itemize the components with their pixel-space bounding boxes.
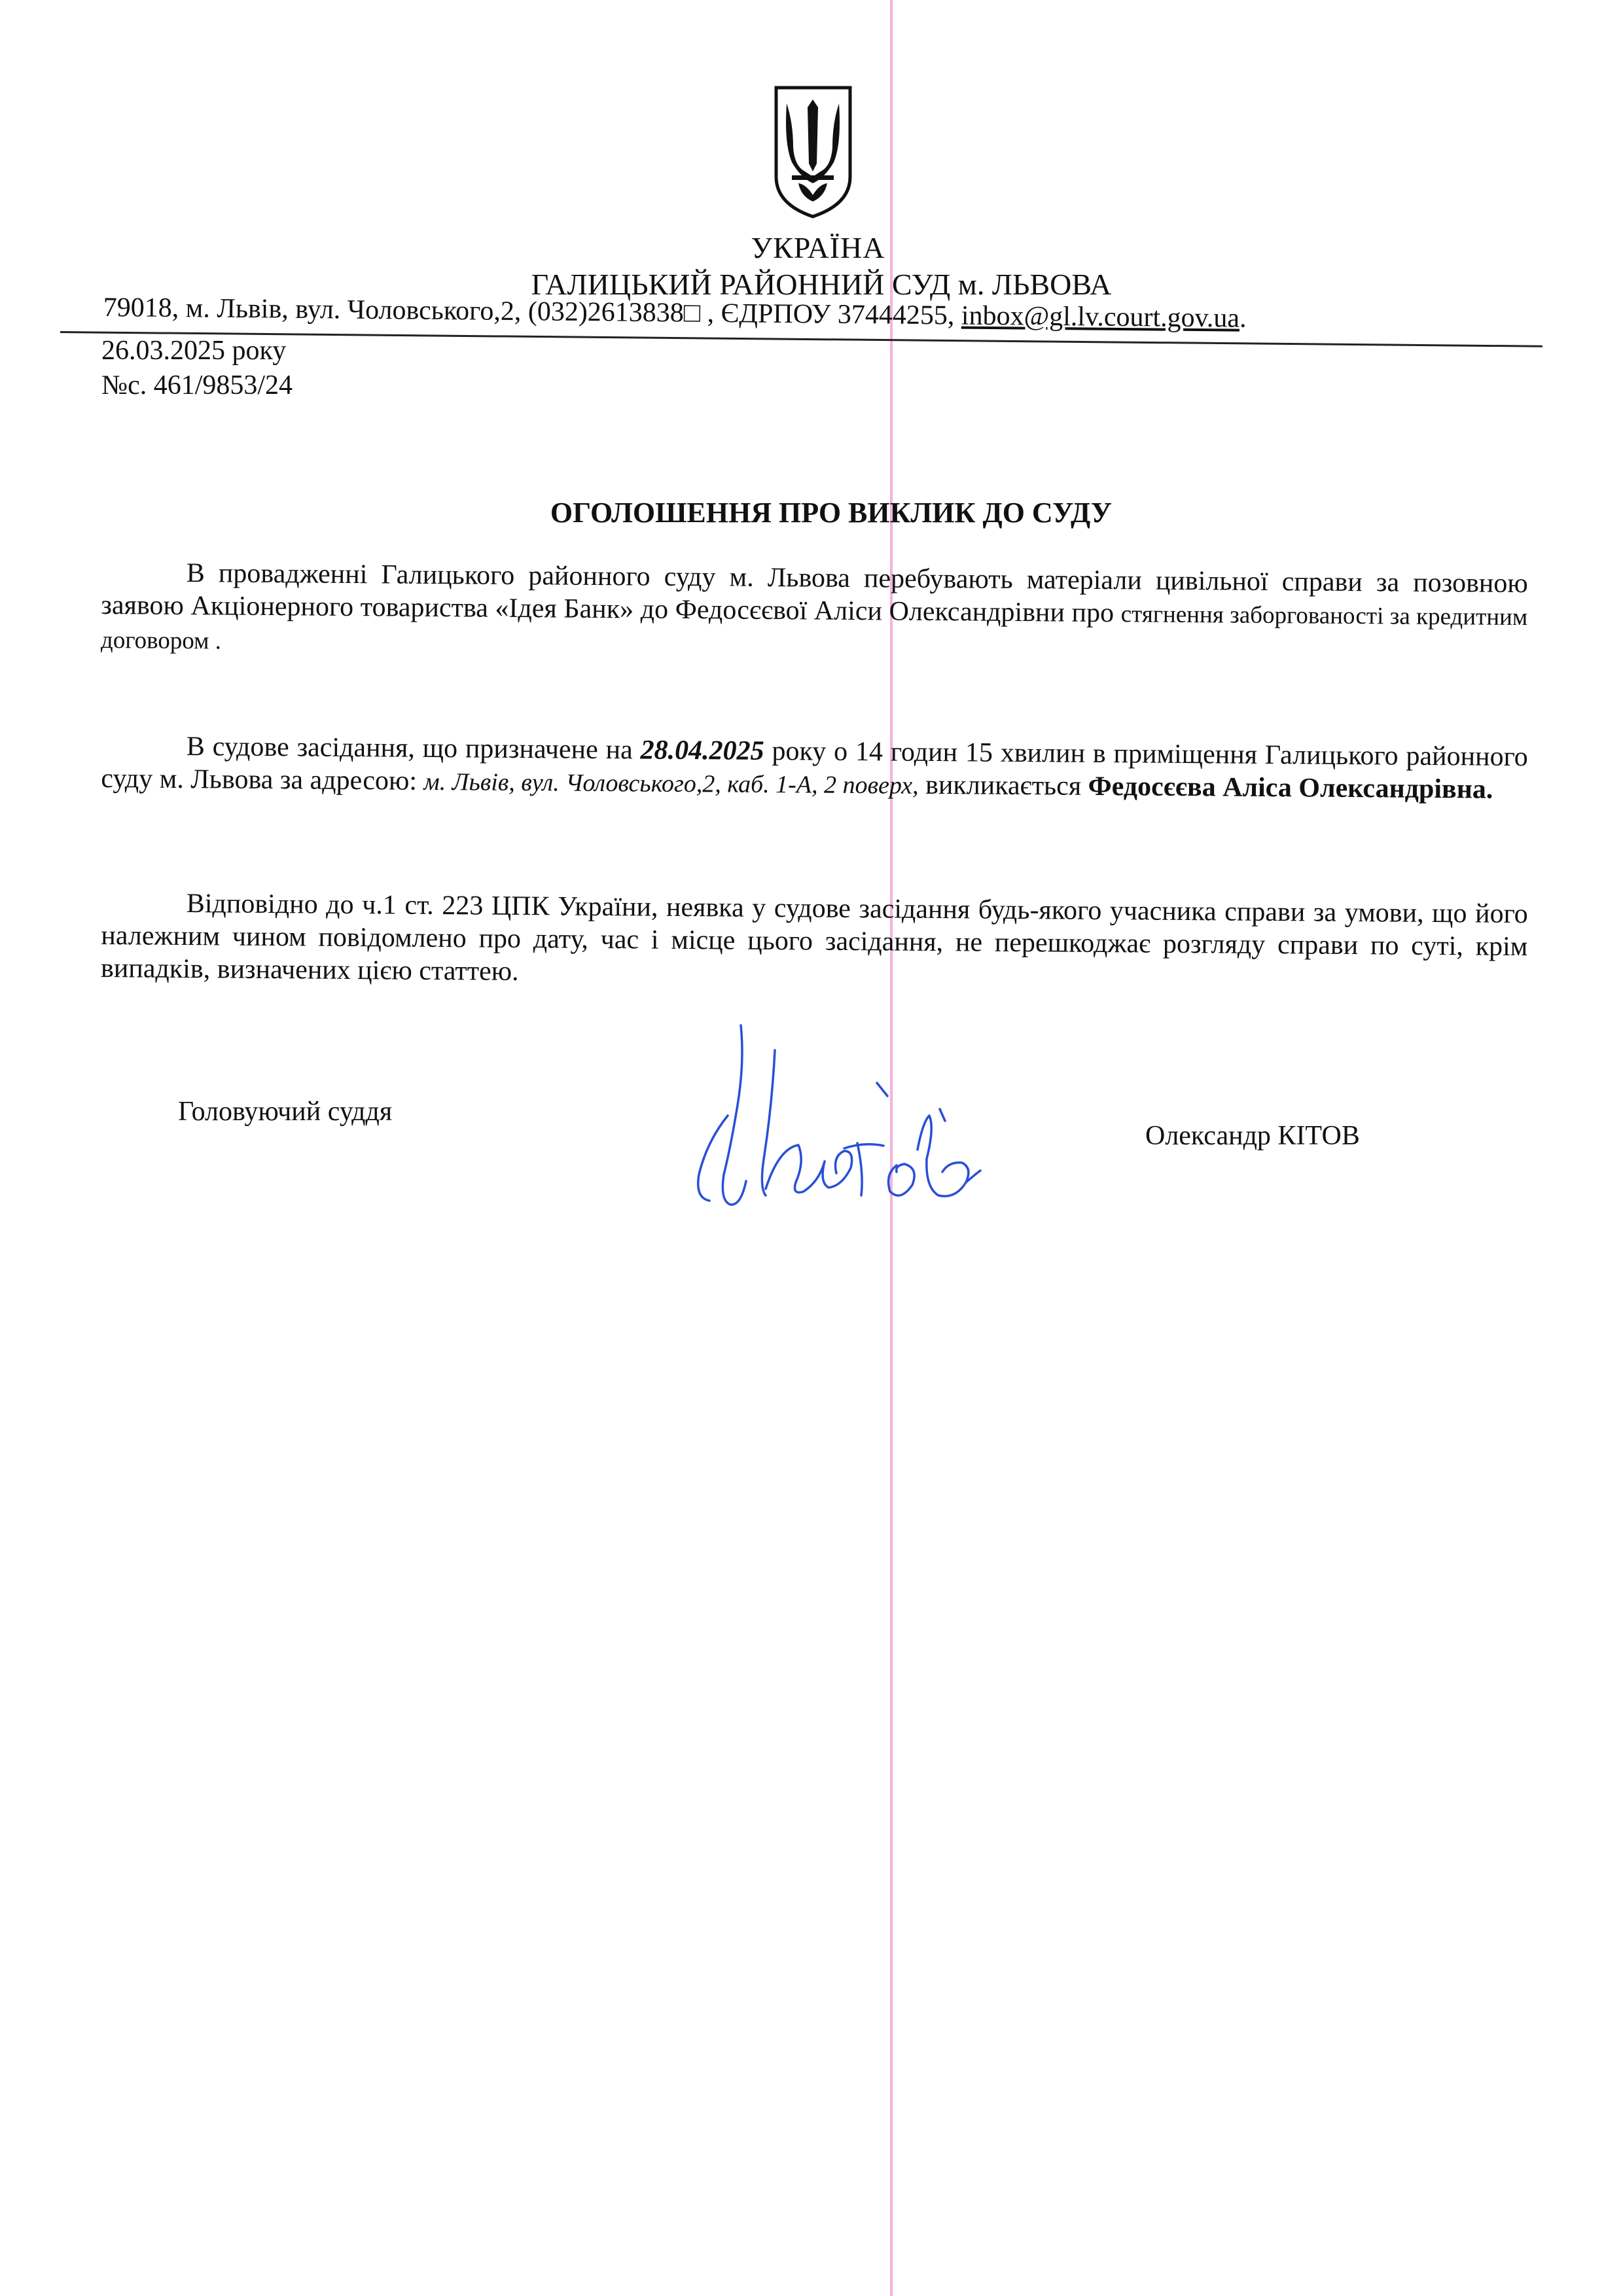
document-title: ОГОЛОШЕННЯ ПРО ВИКЛИК ДО СУДУ <box>550 497 1113 529</box>
case-number: №с. 461/9853/24 <box>101 370 293 400</box>
document-date: 26.03.2025 року <box>101 336 287 366</box>
hearing-post: викликається <box>918 769 1088 802</box>
court-email-link[interactable]: inbox@gl.lv.court.gov.ua <box>961 300 1240 334</box>
legal-basis-text: Відповідно до ч.1 ст. 223 ЦПК України, неявка у судове засідання будь-якого учасника справи за умови, що його належним чином повідомлено про дату, час і місце цього засідання, не перешкоджає розгляду справи по суті, крім випадків, визначених цією статтею. <box>100 889 1528 987</box>
hearing-mid: року о 14 годин 15 хвилин в приміщення Галицького районного суду м. Львова за адресою: <box>101 735 1528 796</box>
country-name: УКРАЇНА <box>751 231 885 264</box>
paragraph-proceedings <box>101 556 1528 668</box>
paragraph-proceedings-tail: стягнення заборгованості за кредитним договором . <box>100 601 1528 655</box>
court-address: 79018, м. Львів, вул. Чоловського,2, (032)2613838□ , ЄДРПОУ 37444255, <box>103 292 962 331</box>
signer-title: Головуючий суддя <box>178 1097 393 1127</box>
court-name: ГАЛИЦЬКИЙ РАЙОННИЙ СУД м. ЛЬВОВА <box>531 268 1112 301</box>
summoned-person: Федосєєва Аліса Олександрівна. <box>1088 771 1493 805</box>
paragraph-proceedings-main: В провадженні Галицького районного суду м. Львова перебувають матеріали цивільної справи за позовною заявою Акціонерного товариства «Ідея Банк» до Федосєєвої Аліси Олександрівни про <box>101 558 1528 629</box>
trident-coat-of-arms-icon <box>772 85 854 219</box>
handwritten-signature <box>668 1011 1008 1233</box>
paragraph-hearing <box>101 730 1528 807</box>
paragraph-legal-basis <box>101 887 1528 996</box>
address-period: . <box>1239 303 1247 334</box>
signer-name: Олександр КІТОВ <box>1145 1121 1360 1151</box>
hearing-pre: В судове засідання, що призначене на <box>186 732 641 766</box>
hearing-date: 28.04.2025 <box>640 735 764 766</box>
hearing-address: м. Львів, вул. Чоловського,2, каб. 1-А, 2 поверх, <box>423 768 919 800</box>
